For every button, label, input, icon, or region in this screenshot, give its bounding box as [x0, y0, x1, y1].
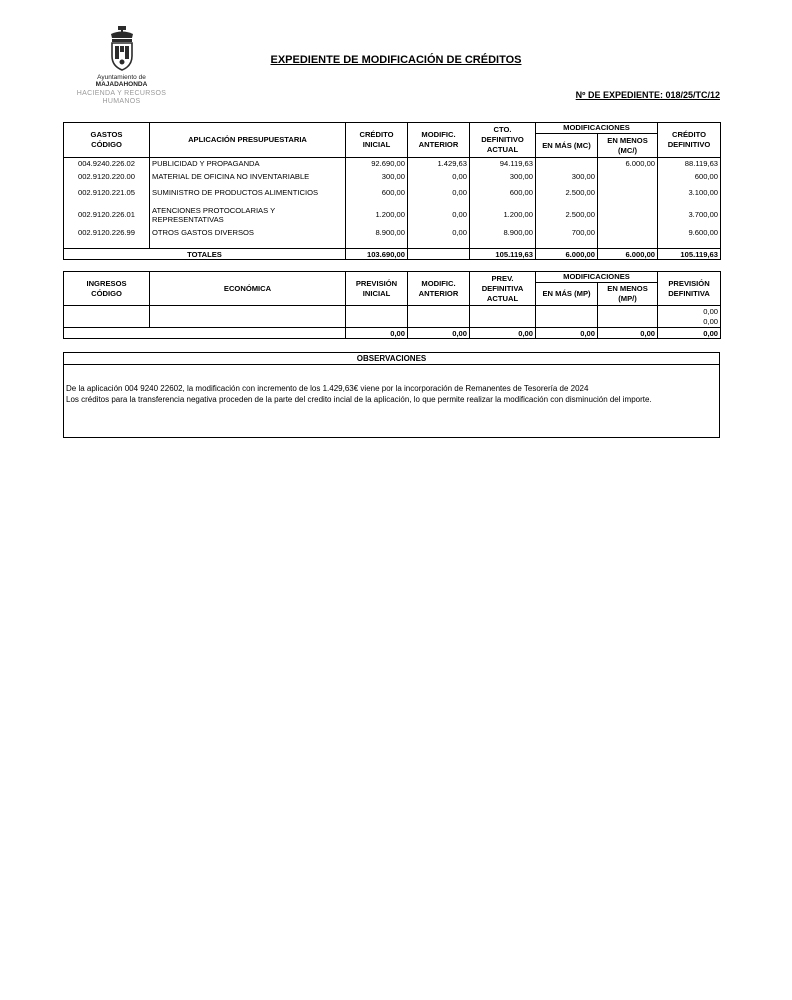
cell-modif-anterior: 0,00	[408, 203, 470, 227]
expediente-number: Nº DE EXPEDIENTE: 018/25/TC/12	[575, 90, 720, 100]
cell-credito-inicial: 92.690,00	[346, 158, 408, 170]
ayuntamiento-logo	[64, 26, 179, 114]
logo-line-2: MAJADAHONDA	[95, 81, 148, 88]
cell-credito-definitivo: 3.700,00	[658, 203, 721, 227]
header-aplicacion: APLICACIÓN PRESUPUESTARIA	[150, 123, 346, 158]
observaciones-line-1: De la aplicación 004 9240 22602, la modificación con incremento de los 1.429,63€ viene por la incorporación de Remanentes de Tesorería de 2024	[66, 384, 589, 393]
header-modificaciones: MODIFICACIONES	[536, 272, 658, 283]
ingresos-table	[63, 271, 721, 339]
header-en-mas: EN MÁS (MC)	[536, 134, 598, 158]
cell-aplicacion: PUBLICIDAD Y PROPAGANDA	[150, 158, 346, 170]
header-economica: ECONÓMICA	[150, 272, 346, 306]
cell-en-mas: 700,00	[536, 227, 598, 239]
cell-modif-anterior: 0,00	[408, 183, 470, 203]
total-prevision-inicial: 0,00	[346, 328, 408, 339]
cell-credito-inicial: 1.200,00	[346, 203, 408, 227]
total-credito-definitivo: 105.119,63	[658, 249, 721, 260]
cell-modif-anterior: 1.429,63	[408, 158, 470, 170]
observaciones-box	[63, 352, 720, 438]
total-credito-inicial: 103.690,00	[346, 249, 408, 260]
cell-cto-definitivo: 600,00	[470, 183, 536, 203]
cell-credito-definitivo: 3.100,00	[658, 183, 721, 203]
header-en-menos: EN MENOS (MP/)	[598, 283, 658, 306]
cell-credito-inicial: 8.900,00	[346, 227, 408, 239]
total-cto-definitivo: 105.119,63	[470, 249, 536, 260]
cell-credito-inicial: 300,00	[346, 170, 408, 183]
table-row	[64, 203, 721, 227]
totals-label-empty	[64, 328, 346, 339]
table-row	[64, 227, 721, 239]
totals-row	[64, 328, 721, 339]
header-en-mas: EN MÁS (MP)	[536, 283, 598, 306]
cell-prevision-definitiva: 0,00	[658, 306, 721, 317]
total-en-mas: 0,00	[536, 328, 598, 339]
header-ingresos-codigo: INGRESOS CÓDIGO	[64, 272, 150, 306]
cell-cto-definitivo: 8.900,00	[470, 227, 536, 239]
logo-line-1: Ayuntamiento de	[97, 74, 146, 81]
header-prev-definitiva-actual: PREV. DEFINITIVA ACTUAL	[470, 272, 536, 306]
cell-credito-definitivo: 9.600,00	[658, 227, 721, 239]
cell-en-mas: 2.500,00	[536, 203, 598, 227]
logo-line-3: HACIENDA Y RECURSOS	[76, 90, 167, 97]
total-en-menos: 0,00	[598, 328, 658, 339]
total-en-menos: 6.000,00	[598, 249, 658, 260]
table-row	[64, 306, 721, 317]
total-modif-anterior	[408, 249, 470, 260]
table-spacer-row	[64, 239, 721, 249]
header-modif-anterior: MODIFIC. ANTERIOR	[408, 123, 470, 158]
cell-modif-anterior: 0,00	[408, 227, 470, 239]
totals-row	[64, 249, 721, 260]
table-row	[64, 183, 721, 203]
cell-en-menos	[598, 203, 658, 227]
header-en-menos: EN MENOS (MC/)	[598, 134, 658, 158]
cell-aplicacion: ATENCIONES PROTOCOLARIAS Y REPRESENTATIVAS	[150, 203, 346, 227]
cell-aplicacion: MATERIAL DE OFICINA NO INVENTARIABLE	[150, 170, 346, 183]
cell-en-menos	[598, 170, 658, 183]
observaciones-body	[64, 365, 719, 405]
cell-codigo: 002.9120.226.99	[64, 227, 150, 239]
cell-en-mas	[536, 158, 598, 170]
total-en-mas: 6.000,00	[536, 249, 598, 260]
cell-credito-definitivo: 88.119,63	[658, 158, 721, 170]
totals-label: TOTALES	[64, 249, 346, 260]
cell-cto-definitivo: 1.200,00	[470, 203, 536, 227]
cell-en-mas: 2.500,00	[536, 183, 598, 203]
cell-codigo: 002.9120.220.00	[64, 170, 150, 183]
table-row	[64, 158, 721, 170]
cell-en-mas: 300,00	[536, 170, 598, 183]
cell-en-menos	[598, 227, 658, 239]
cell-en-menos: 6.000,00	[598, 158, 658, 170]
header-cto-definitivo: CTO. DEFINITIVO ACTUAL	[470, 123, 536, 158]
header-gastos-codigo: GASTOS CÓDIGO	[64, 123, 150, 158]
document-title: EXPEDIENTE DE MODIFICACIÓN DE CRÉDITOS	[270, 54, 522, 66]
cell-credito-inicial: 600,00	[346, 183, 408, 203]
logo-line-4: HUMANOS	[102, 98, 141, 105]
observaciones-heading: OBSERVACIONES	[64, 353, 719, 365]
table-row	[64, 170, 721, 183]
cell-codigo: 002.9120.226.01	[64, 203, 150, 227]
cell-cto-definitivo: 94.119,63	[470, 158, 536, 170]
total-prev-definitiva-actual: 0,00	[470, 328, 536, 339]
header-credito-inicial: CRÉDITO INICIAL	[346, 123, 408, 158]
header-prevision-definitiva: PREVISIÓN DEFINITIVA	[658, 272, 721, 306]
observaciones-line-2: Los créditos para la transferencia negativa proceden de la parte del credito incial de la aplicación, lo que permite realizar la modificación con disminución del importe.	[66, 395, 652, 404]
header-modificaciones: MODIFICACIONES	[536, 123, 658, 134]
cell-codigo: 002.9120.221.05	[64, 183, 150, 203]
cell-codigo: 004.9240.226.02	[64, 158, 150, 170]
total-prevision-definitiva: 0,00	[658, 328, 721, 339]
cell-cto-definitivo: 300,00	[470, 170, 536, 183]
header-credito-definitivo: CRÉDITO DEFINITIVO	[658, 123, 721, 158]
cell-prevision-definitiva: 0,00	[658, 317, 721, 328]
cell-modif-anterior: 0,00	[408, 170, 470, 183]
table-row	[64, 317, 721, 328]
cell-aplicacion: OTROS GASTOS DIVERSOS	[150, 227, 346, 239]
total-modif-anterior: 0,00	[408, 328, 470, 339]
cell-en-menos	[598, 183, 658, 203]
cell-aplicacion: SUMINISTRO DE PRODUCTOS ALIMENTICIOS	[150, 183, 346, 203]
cell-credito-definitivo: 600,00	[658, 170, 721, 183]
header-prevision-inicial: PREVISIÓN INICIAL	[346, 272, 408, 306]
gastos-table	[63, 122, 721, 260]
header-modif-anterior: MODIFIC. ANTERIOR	[408, 272, 470, 306]
